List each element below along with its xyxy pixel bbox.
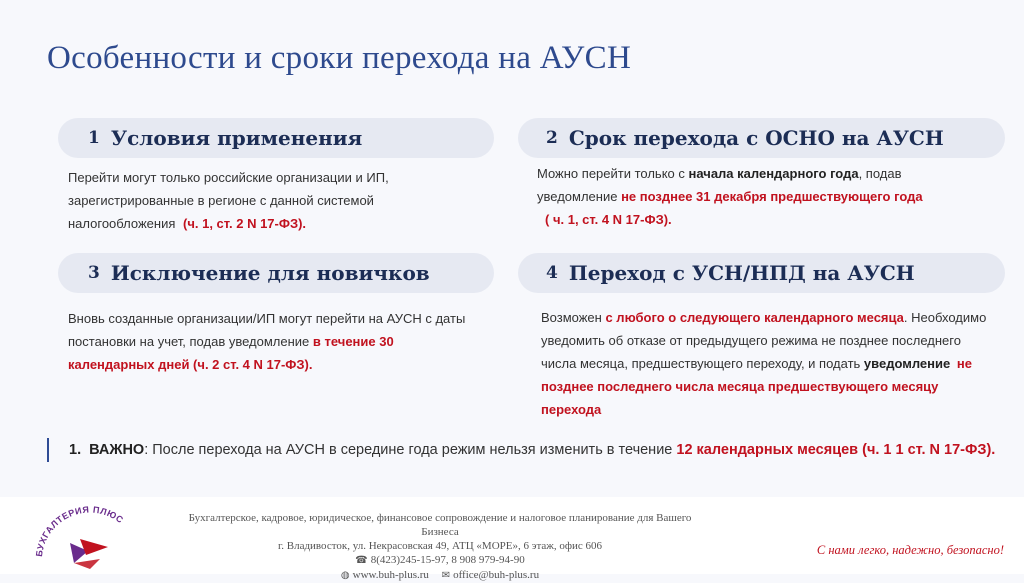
- emphasis-text: начала календарного года: [688, 166, 859, 181]
- website-link[interactable]: www.buh-plus.ru: [352, 569, 429, 581]
- emphasis-text: уведомление: [863, 356, 951, 371]
- section-2-header: [518, 118, 1005, 158]
- law-reference: ( ч. 1, ст. 4 N 17-ФЗ).: [545, 212, 672, 227]
- company-contacts: [170, 568, 710, 583]
- section-heading: Срок перехода с ОСНО на АУСН: [568, 126, 944, 150]
- page-title: Особенности и сроки перехода на АУСН: [47, 40, 632, 76]
- section-3-body: Вновь созданные организации/ИП могут перейти на АУСН с даты постановки на учет, подав уведомление в течение 30 календарных дней (ч. 2 ст. 4 N 17-ФЗ).: [68, 311, 466, 372]
- section-3-header: [58, 253, 494, 293]
- section-heading: Условия применения: [110, 126, 363, 150]
- section-1-body: Перейти могут только российские организации и ИП, зарегистрированные в регионе с данной системой налогообложения (ч. 1, ст. 2 N 17-ФЗ).: [68, 170, 389, 231]
- section-number: 4: [546, 263, 558, 283]
- note-text: : После перехода на АУСН в середине года режим нельзя изменить в течение: [144, 442, 673, 458]
- section-2-body: Можно перейти только с начала календарного года, подав уведомление не позднее 31 декабря предшествующего года ( ч. 1, ст. 4 N 17-ФЗ).: [537, 166, 923, 227]
- company-address: г. Владивосток, ул. Некрасовская 49, АТЦ «МОРЕ», 6 этаж, офис 606: [277, 540, 603, 552]
- slogan: С нами легко, надежно, безопасно!: [816, 543, 1004, 557]
- mail-icon: ✉: [441, 570, 451, 581]
- section-4-header: [518, 253, 1005, 293]
- note-deadline: 12 календарных месяцев (ч. 1 1 ст. N 17-ФЗ).: [676, 442, 996, 458]
- svg-text:БУХГАЛТЕРИЯ ПЛЮС: БУХГАЛТЕРИЯ ПЛЮС: [33, 504, 126, 558]
- globe-icon: ◍: [340, 570, 350, 581]
- section-heading: Переход с УСН/НПД на АУСН: [568, 261, 915, 285]
- law-reference: (ч. 1, ст. 2 N 17-ФЗ).: [183, 216, 307, 231]
- section-4-body: Возможен с любого о следующего календарного месяца. Необходимо уведомить об отказе от предыдущего режима не позднее последнего числа месяца, предшествующего переходу, и подать уведомление не позднее последнего числа месяца предшествующего месяцу перехода: [541, 310, 987, 417]
- company-description: Бухгалтерское, кадровое, юридическое, финансовое сопровождение и налоговое планирование для Вашего Бизнеса: [188, 512, 692, 538]
- company-logo: [30, 499, 135, 573]
- phone-icon: ☎: [355, 555, 368, 566]
- company-phone: ☎ 8(423)245-15-97, 8 908 979-94-90: [355, 554, 525, 566]
- section-1-header: [58, 118, 494, 158]
- section-heading: Исключение для новичков: [110, 261, 430, 285]
- deadline-text: не позднее последнего числа месяца предшествующего месяцу перехода: [541, 356, 972, 417]
- section-number: 1: [88, 128, 100, 148]
- section-number: 3: [88, 263, 100, 283]
- section-number: 2: [546, 128, 558, 148]
- email-link[interactable]: office@buh-plus.ru: [453, 569, 540, 581]
- deadline-text: с любого о следующего календарного месяца: [605, 310, 904, 325]
- company-info: [170, 511, 710, 583]
- note-number: 1.: [69, 442, 82, 458]
- deadline-text: не позднее 31 декабря предшествующего года: [621, 189, 923, 204]
- deadline-text: в течение 30 календарных дней (ч. 2 ст. 4 N 17-ФЗ).: [68, 334, 394, 372]
- note-label: ВАЖНО: [89, 442, 145, 458]
- footer: [0, 497, 1024, 581]
- important-note: [47, 438, 1009, 462]
